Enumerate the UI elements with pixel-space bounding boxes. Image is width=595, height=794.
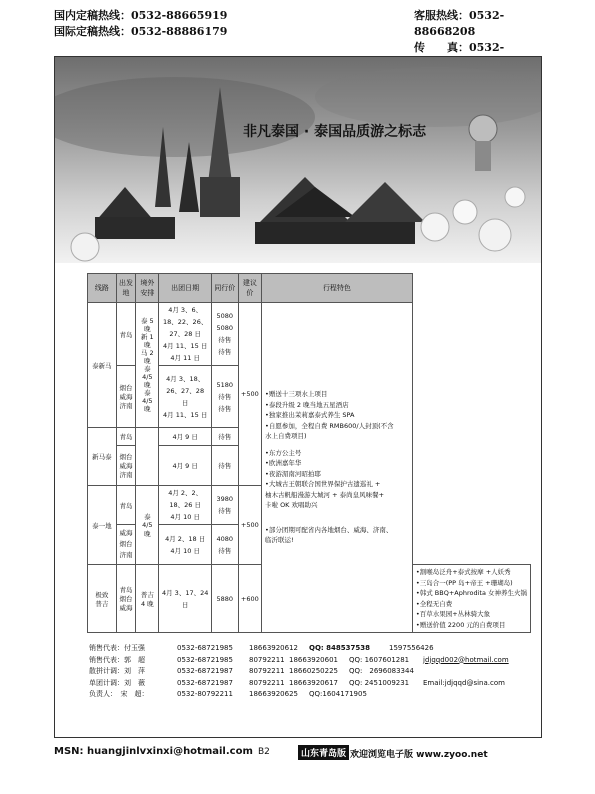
features-phuket — [412, 565, 530, 633]
col-dates: 出团日期 — [159, 274, 211, 303]
feature-item: •全程无自费 — [415, 599, 453, 608]
contact-qq: QQ: 848537538 — [309, 644, 370, 652]
contact-row — [89, 643, 529, 655]
contact-phone: 0532-68721987 — [177, 667, 233, 675]
arrangement: 泰 5 晚 新 1 晚 马 2 晚 泰 4/5 晚 泰 4/5 晚 — [136, 303, 159, 428]
route-taixinma: 泰新马 — [88, 303, 117, 428]
features-main — [262, 303, 413, 633]
itinerary-table — [87, 273, 531, 633]
feature-item: 临沂联运! — [265, 536, 294, 545]
contact-mobile: 18663920601 — [289, 655, 338, 664]
table-row — [88, 303, 531, 366]
contact-name: 单团计调：刘 薇 — [89, 678, 145, 687]
dates: 4月 3、6、18、22、26、 27、28 日 4月 11、15 日 4月 11 日 — [159, 303, 211, 366]
arrangement: 普吉 4 晚 — [136, 565, 159, 633]
contact-extra: 1597556426 — [389, 644, 434, 652]
origin-other: 烟台 威海 济南 — [116, 366, 136, 428]
route-taiyidi: 泰一地 — [88, 486, 117, 565]
contact-qq: QQ: 1607601281 — [349, 655, 410, 664]
contact-phone: 0532-68721987 — [177, 678, 233, 687]
col-features: 行程特色 — [262, 274, 413, 303]
prices: 5180 待售 待售 — [211, 366, 238, 428]
domestic-hotline: 国内定稿热线：0532-88665919 — [54, 9, 228, 22]
contact-fixed: 80792211 — [249, 667, 285, 675]
contact-fixed: 80792211 — [249, 655, 285, 664]
feature-item: •夜游湄南河昭拍耶 — [265, 469, 321, 478]
banner-slogan: 非凡泰国 · 泰国品质游之标志 — [243, 124, 427, 140]
dates: 4月 9 日 — [159, 428, 211, 446]
col-origin: 出发地 — [116, 274, 136, 303]
dates: 4月 3、18、26、27、28 日 4月 11、15 日 — [159, 366, 211, 428]
suggest-price: +500 — [238, 303, 261, 486]
col-price: 同行价 — [211, 274, 238, 303]
contact-row — [89, 689, 529, 701]
contact-mobile: 18663920625 — [249, 690, 298, 698]
feature-item: •赠送价值 2200 元的自费项目 — [415, 620, 506, 629]
contact-row — [89, 666, 529, 678]
contact-email-link[interactable]: jdjqqd002@hotmail.com — [423, 655, 509, 664]
banner — [55, 57, 541, 263]
feature-item: •百草水果园+丛林骑大象 — [415, 610, 491, 618]
table-header-row — [88, 274, 531, 303]
prices: 4080 待售 — [211, 525, 238, 565]
col-suggest: 建议价 — [238, 274, 261, 303]
header — [54, 8, 541, 54]
page-number: B2 — [258, 747, 270, 757]
contact-phone: 0532-68721985 — [177, 655, 233, 664]
route-jizhi: 极致 普吉 — [88, 565, 117, 633]
contact-phone: 0532-68721985 — [177, 644, 233, 652]
origin-other: 烟台 威海 济南 — [116, 446, 136, 486]
feature-item: 水上自费项目) — [265, 432, 307, 441]
prices: 3980 待售 — [211, 486, 238, 525]
route-xinmatai: 新马泰 — [88, 428, 117, 486]
contact-mobile: 18660250225 — [289, 667, 338, 675]
feature-item: •割喉岛泛舟+泰式按摩 +人妖秀 — [415, 568, 511, 576]
feature-item: 卡啦 OK 欢唱助兴 — [265, 501, 318, 510]
header-left — [54, 8, 227, 40]
arrangement: 泰 4/5 晚 — [136, 486, 159, 565]
origin-qingdao: 青岛 — [116, 486, 136, 525]
temple-illustration — [55, 57, 541, 263]
origin: 青岛 烟台 威海 — [116, 565, 136, 633]
feature-item: •东方公主号 — [265, 448, 302, 457]
footer-msn: MSN: huangjinlvxinxi@hotmail.com — [54, 746, 253, 757]
contact-name: 负责人： 宋 超： — [89, 690, 149, 698]
dates: 4月 2、18 日 4月 10 日 — [159, 525, 211, 565]
page-frame — [54, 56, 542, 738]
feature-item: •自愿参加，全程自费 RMB600/人封顶(不含 — [265, 421, 394, 430]
origin-other: 威海 烟台 济南 — [116, 525, 136, 565]
arrangement-empty — [136, 428, 159, 486]
feature-item: •独家推出茉莉嘉泰式养生 SPA — [265, 411, 355, 420]
feature-item: 柚木古帆船漫游大城河 + 泰尚皇风味餐+ — [265, 490, 385, 499]
feature-item: •欧洲嘉年华 — [265, 459, 302, 468]
feature-item: •三岛合一(PP 岛+帝王 +珊瑚岛) — [415, 578, 513, 587]
contact-list — [89, 643, 529, 701]
fax-number: 传 真：0532- — [414, 41, 505, 54]
service-hotline: 客服热线：0532-88668208 — [414, 9, 505, 38]
feature-item: •大城古王朝联合国世界保护古遗巡礼 + — [265, 480, 381, 489]
contact-name: 散拼计调：刘 萍 — [89, 667, 145, 675]
contact-row — [89, 655, 529, 667]
dates: 4月 2、2、18、26 日 4月 10 日 — [159, 486, 211, 525]
contact-email[interactable]: Email:jdjqqd@sina.com — [423, 678, 505, 687]
dates: 4月 9 日 — [159, 446, 211, 486]
contact-phone: 0532-80792211 — [177, 690, 233, 698]
contact-name: 销售代表：郭 超 — [89, 655, 145, 664]
contact-qq: QQ: 2451009231 — [349, 678, 410, 687]
prices: 待售 — [211, 446, 238, 486]
col-arrangement: 境外安排 — [136, 274, 159, 303]
contact-row — [89, 678, 529, 690]
dates: 4月 3、17、24 日 — [159, 565, 211, 633]
contact-name: 销售代表：付玉强 — [89, 644, 145, 652]
edition-badge: 山东青岛版 — [298, 745, 349, 760]
contact-qq: QQ: 2696083344 — [349, 667, 414, 675]
contact-qq: QQ:1604171905 — [309, 690, 367, 698]
prices: 待售 — [211, 428, 238, 446]
contact-fixed: 80792211 — [249, 678, 285, 687]
feature-item: •韩式 BBQ+Aphrodita 女神养生火锅 — [415, 589, 527, 597]
feature-item: •泰段升级 2 晚当地五星酒店 — [265, 400, 349, 409]
prices: 5080 5080 待售 待售 — [211, 303, 238, 366]
footer-site: 欢迎浏览电子版 www.zyoo.net — [350, 750, 488, 760]
feature-item: •赠送十三项水上项目 — [265, 390, 328, 399]
prices: 5880 — [211, 565, 238, 633]
footer — [54, 744, 542, 764]
contact-mobile: 18663920617 — [289, 678, 338, 687]
origin-qingdao: 青岛 — [116, 303, 136, 366]
contact-mobile: 18663920612 — [249, 644, 298, 652]
feature-item: •部分团期可配省内各地烟台、威海、济南、 — [265, 525, 393, 534]
origin-qingdao: 青岛 — [116, 428, 136, 446]
intl-hotline: 国际定稿热线：0532-88886179 — [54, 25, 228, 38]
suggest-price: +500 — [238, 486, 261, 565]
col-route: 线路 — [88, 274, 117, 303]
suggest-price: +600 — [238, 565, 261, 633]
